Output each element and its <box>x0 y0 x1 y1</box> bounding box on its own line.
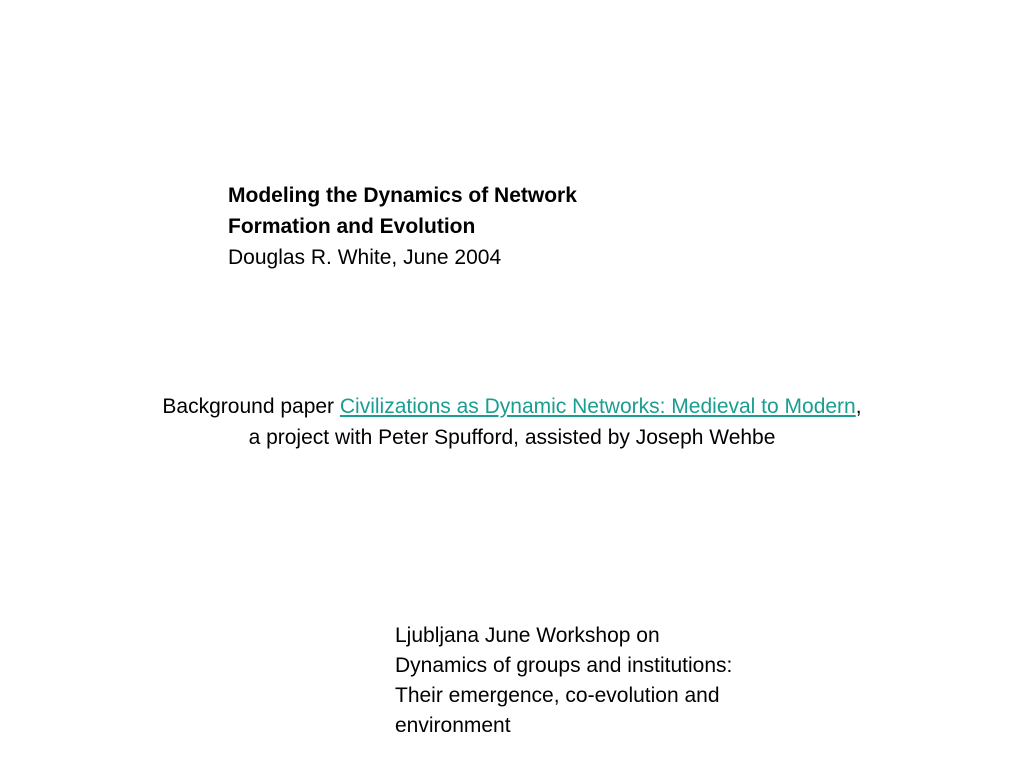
background-line-2: a project with Peter Spufford, assisted by Joseph Wehbe <box>248 426 776 449</box>
title-block <box>228 180 688 273</box>
workshop-line: Dynamics of groups and institutions: <box>395 654 733 677</box>
author-date: Douglas R. White, June 2004 <box>228 246 502 269</box>
workshop-block <box>395 621 835 741</box>
paper-link[interactable]: Civilizations as Dynamic Networks: Medieval to Modern <box>339 395 856 418</box>
background-suffix: , <box>855 395 862 418</box>
title-line-1: Modeling the Dynamics of Network <box>228 184 577 207</box>
background-paper-block <box>40 391 984 453</box>
workshop-line: Ljubljana June Workshop on <box>395 624 660 647</box>
workshop-line: environment <box>395 714 511 737</box>
workshop-line: Their emergence, co-evolution and <box>395 684 720 707</box>
background-line-1 <box>40 391 984 422</box>
background-prefix: Background paper <box>162 395 340 418</box>
title-line-2: Formation and Evolution <box>228 215 476 238</box>
